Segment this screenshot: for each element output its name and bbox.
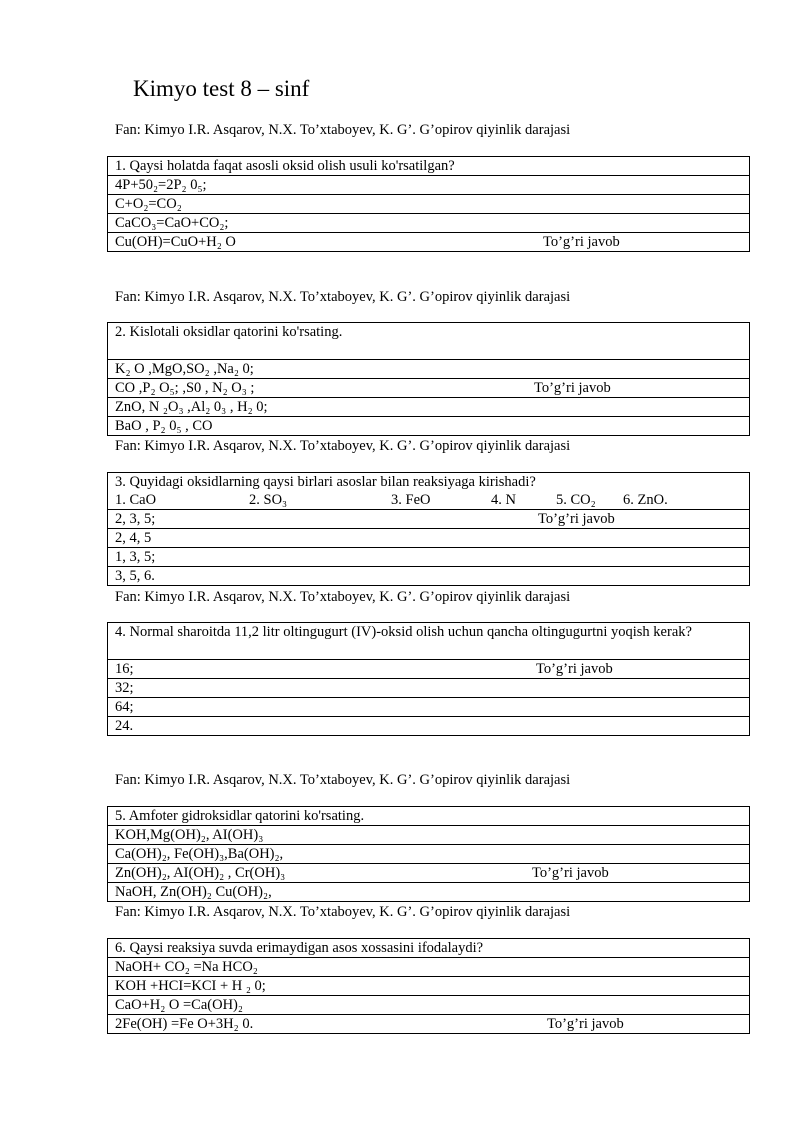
answer-option-correct: [108, 1015, 750, 1034]
oxide-item: 4. N: [491, 492, 516, 508]
question-text: 2. Kislotali oksidlar qatorini ko'rsating.: [108, 323, 750, 360]
answer-option: 1, 3, 5;: [108, 548, 750, 567]
answer-option-correct: [108, 864, 750, 883]
correct-answer-label: To’g’ri javob: [534, 380, 611, 396]
subject-line: Fan: Kimyo I.R. Asqarov, N.X. To’xtaboyev, K. G’. G’opirov qiyinlik darajasi: [115, 589, 571, 605]
answer-option: 3, 5, 6.: [108, 567, 750, 586]
question-table-5: [107, 806, 750, 902]
correct-answer-label: To’g’ri javob: [538, 511, 615, 527]
answer-option: Ca(OH)₂, Fe(OH)₃,Ba(OH)₂,: [108, 845, 750, 864]
answer-option-correct: [108, 510, 750, 529]
oxide-item: 3. FeO: [391, 492, 431, 508]
answer-option: K₂ O ,MgO,SO₂ ,Na₂ 0;: [108, 360, 750, 379]
answer-option-text: 2, 3, 5;: [115, 511, 156, 527]
answer-option-text: 16;: [115, 661, 134, 677]
oxide-item: 2. SO₃: [249, 492, 288, 508]
subject-line: Fan: Kimyo I.R. Asqarov, N.X. To’xtaboyev, K. G’. G’opirov qiyinlik darajasi: [115, 122, 571, 138]
oxide-item: 1. CaO: [115, 492, 157, 508]
answer-option-correct: [108, 233, 750, 252]
subject-line: Fan: Kimyo I.R. Asqarov, N.X. To’xtaboyev, K. G’. G’opirov qiyinlik darajasi: [115, 289, 571, 305]
question-table-1: [107, 156, 750, 252]
answer-option: 24.: [108, 717, 750, 736]
answer-option: C+O₂=CO₂: [108, 195, 750, 214]
correct-answer-label: To’g’ri javob: [532, 865, 609, 881]
answer-option: KOH,Mg(OH)₂, AI(OH)₃: [108, 826, 750, 845]
answer-option-correct: [108, 660, 750, 679]
answer-option: 4P+50₂=2P₂ 0₅;: [108, 176, 750, 195]
answer-option: NaOH, Zn(OH)₂ Cu(OH)₂,: [108, 883, 750, 902]
question-text: 6. Qaysi reaksiya suvda erimaydigan asos xossasini ifodalaydi?: [108, 939, 750, 958]
subject-line: Fan: Kimyo I.R. Asqarov, N.X. To’xtaboyev, K. G’. G’opirov qiyinlik darajasi: [115, 904, 571, 920]
answer-option: BaO , P₂ 0₅ , CO: [108, 417, 750, 436]
answer-option-text: 2Fe(OH) =Fe O+3H₂ 0.: [115, 1016, 254, 1032]
answer-option: CaO+H₂ O =Ca(OH)₂: [108, 996, 750, 1015]
correct-answer-label: To’g’ri javob: [543, 234, 620, 250]
answer-option-text: Cu(OH)=CuO+H₂ O: [115, 234, 236, 250]
page-title: Kimyo test 8 – sinf: [133, 76, 310, 101]
question-table-6: [107, 938, 750, 1034]
question-text: 4. Normal sharoitda 11,2 litr oltingugurt (IV)-oksid olish uchun qancha oltingugurtni yoqish kerak?: [108, 623, 750, 660]
oxide-list: [115, 491, 749, 509]
answer-option: NaOH+ CO₂ =Na HCO₂: [108, 958, 750, 977]
question-text: 5. Amfoter gidroksidlar qatorini ko'rsating.: [108, 807, 750, 826]
answer-option: KOH +HCI=KCI + H ₂ 0;: [108, 977, 750, 996]
correct-answer-label: To’g’ri javob: [536, 661, 613, 677]
answer-option: 32;: [108, 679, 750, 698]
correct-answer-label: To’g’ri javob: [547, 1016, 624, 1032]
question-table-2: [107, 322, 750, 436]
question-table-3: [107, 472, 750, 586]
answer-option-text: Zn(OH)₂, AI(OH)₂ , Cr(OH)₃: [115, 865, 286, 881]
answer-option: 2, 4, 5: [108, 529, 750, 548]
answer-option: ZnO, N ₂O₃ ,Al₂ 0₃ , H₂ 0;: [108, 398, 750, 417]
question-text: 3. Quyidagi oksidlarning qaysi birlari asoslar bilan reaksiyaga kirishadi?: [115, 474, 536, 490]
answer-option-correct: [108, 379, 750, 398]
oxide-item: 5. CO₂: [556, 492, 596, 508]
question-table-4: [107, 622, 750, 736]
subject-line: Fan: Kimyo I.R. Asqarov, N.X. To’xtaboyev, K. G’. G’opirov qiyinlik darajasi: [115, 772, 571, 788]
oxide-item: 6. ZnO.: [623, 492, 668, 508]
answer-option: 64;: [108, 698, 750, 717]
answer-option: CaCO₃=CaO+CO₂;: [108, 214, 750, 233]
answer-option-text: CO ,P₂ O₅; ,S0 , N₂ O₃ ;: [115, 380, 255, 396]
subject-line: Fan: Kimyo I.R. Asqarov, N.X. To’xtaboyev, K. G’. G’opirov qiyinlik darajasi: [115, 438, 571, 454]
question-text: 1. Qaysi holatda faqat asosli oksid olish usuli ko'rsatilgan?: [108, 157, 750, 176]
question-cell: [108, 473, 750, 510]
